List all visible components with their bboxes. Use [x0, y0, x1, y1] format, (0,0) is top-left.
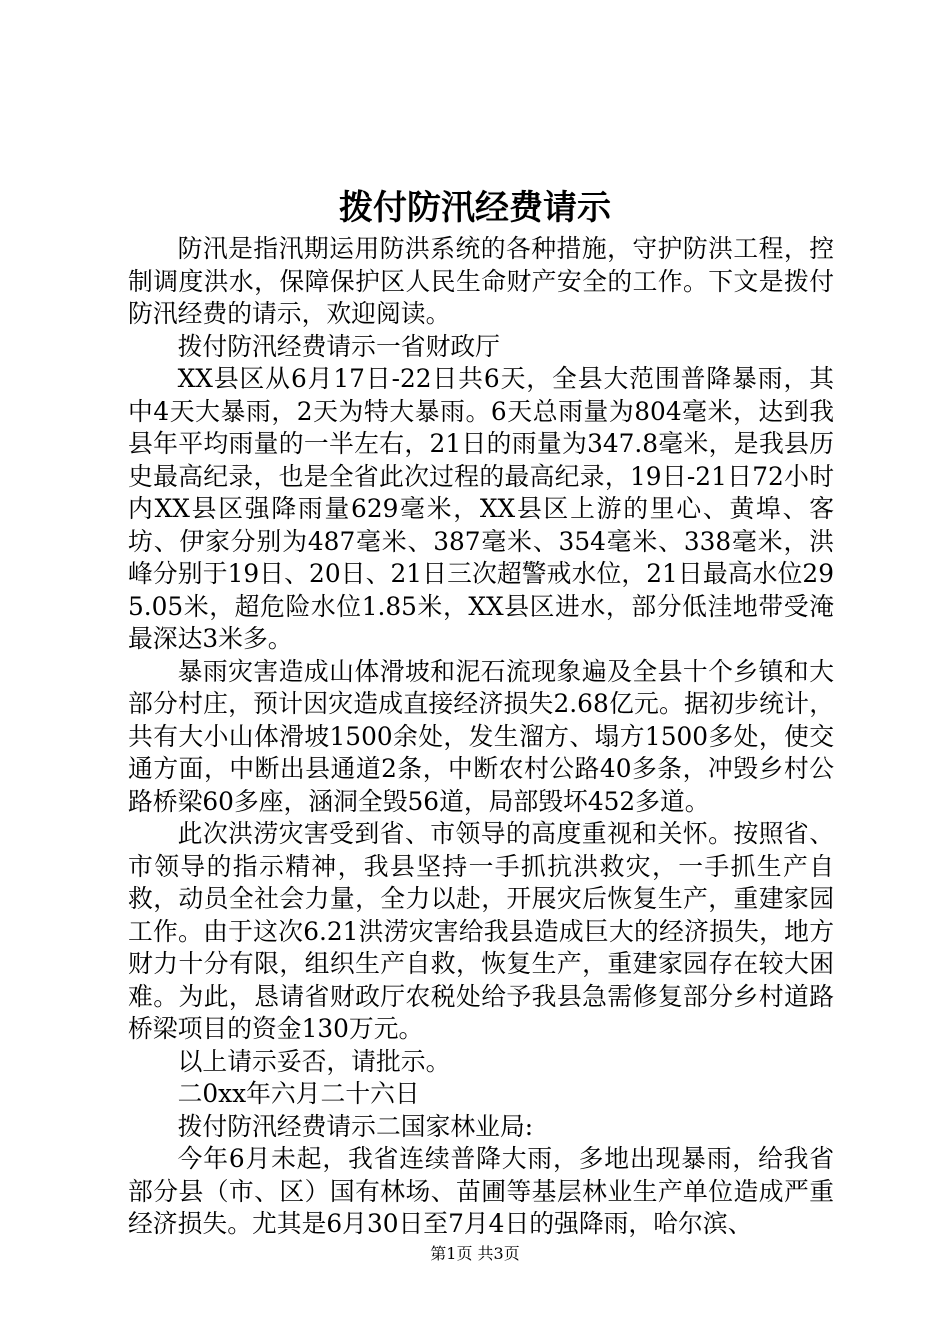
paragraph-damage: 暴雨灾害造成山体滑坡和泥石流现象遍及全县十个乡镇和大部分村庄，预计因灾造成直接经济损失2.68亿元。据初步统计，共有大小山体滑坡1500余处，发生溜方、塌方1500多处，使交通方面，中断出县通道2条，中断农村公路40多条，冲毁乡村公路桥梁60多座，涵洞全毁56道，局部毁坏452多道。	[128, 656, 834, 816]
paragraph-date: 二0xx年六月二十六日	[177, 1079, 420, 1108]
paragraph-request: 此次洪涝灾害受到省、市领导的高度重视和关怀。按照省、市领导的指示精神，我县坚持一手抓抗洪救灾，一手抓生产自救，动员全社会力量，全力以赴，开展灾后恢复生产，重建家园工作。由于这次6.21洪涝灾害给我县造成巨大的经济损失，地方财力十分有限，组织生产自救，恢复生产，重建家园存在较大困难。为此，恳请省财政厅农税处给予我县急需修复部分乡村道路桥梁项目的资金130万元。	[128, 819, 834, 1043]
paragraph-heading-1: 拨付防汛经费请示一省财政厅	[177, 331, 500, 361]
page-title: 拨付防汛经费请示	[339, 188, 611, 228]
paragraph-intro: 防汛是指汛期运用防洪系统的各种措施，守护防洪工程，控制调度洪水，保障保护区人民生命财产安全的工作。下文是拨付防汛经费的请示，欢迎阅读。	[128, 234, 834, 328]
paragraph-forestry: 今年6月未起，我省连续普降大雨，多地出现暴雨，给我省部分县（市、区）国有林场、苗圃等基层林业生产单位造成严重经济损失。尤其是6月30日至7月4日的强降雨，哈尔滨、	[128, 1144, 834, 1238]
paragraph-heading-2: 拨付防汛经费请示二国家林业局:	[177, 1111, 534, 1141]
document-body	[128, 233, 834, 1241]
paragraph-closing: 以上请示妥否，请批示。	[177, 1046, 451, 1076]
paragraph-rainfall: XX县区从6月17日-22日共6天，全县大范围普降暴雨，其中4天大暴雨，2天为特大暴雨。6天总雨量为804毫米，达到我县年平均雨量的一半左右，21日的雨量为347.8毫米，是我县历史最高纪录，也是全省此次过程的最高纪录，19日-21日72小时内XX县区强降雨量629毫米，XX县区上游的里心、黄埠、客坊、伊家分别为487毫米、387毫米、354毫米、338毫米，洪峰分别于19日、20日、21日三次超警戒水位，21日最高水位295.05米，超危险水位1.85米，XX县区进水，部分低洼地带受淹最深达3米多。	[128, 364, 834, 653]
page-footer: 第1页 共3页	[430, 1244, 520, 1263]
